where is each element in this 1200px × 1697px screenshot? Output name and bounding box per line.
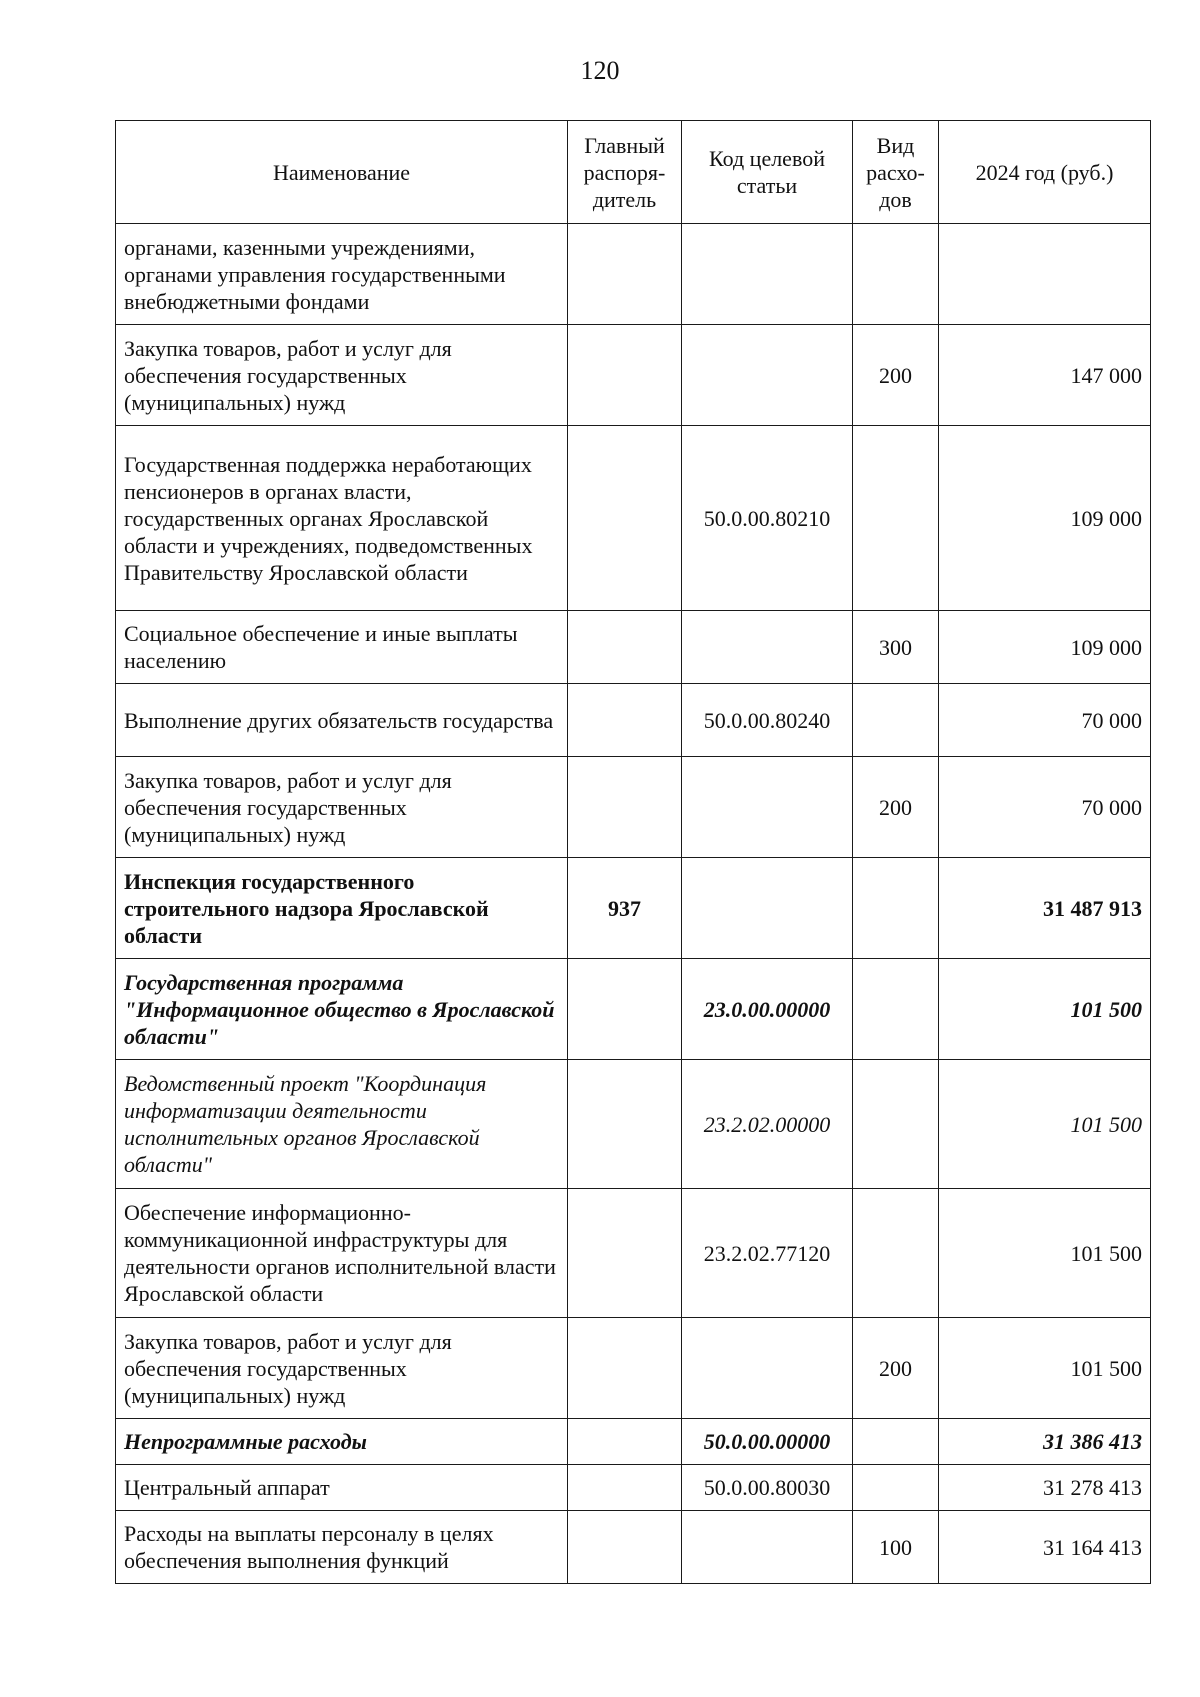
- row-kind: 200: [853, 757, 939, 858]
- row-amount: 70 000: [939, 757, 1151, 858]
- row-kind: [853, 426, 939, 611]
- row-amount: 31 278 413: [939, 1465, 1151, 1511]
- row-name: Непрограммные расходы: [116, 1419, 568, 1465]
- row-admin: [568, 1189, 682, 1318]
- row-name: Расходы на выплаты персоналу в целях обеспечения выполнения функций: [116, 1511, 568, 1584]
- table-row: [116, 858, 1151, 959]
- row-admin: [568, 325, 682, 426]
- row-amount: 109 000: [939, 611, 1151, 684]
- row-admin: [568, 611, 682, 684]
- table-row: [116, 684, 1151, 757]
- row-kind: [853, 1419, 939, 1465]
- row-kind: 100: [853, 1511, 939, 1584]
- row-admin: [568, 1419, 682, 1465]
- row-kind: [853, 684, 939, 757]
- table-row: [116, 757, 1151, 858]
- row-amount: 101 500: [939, 1189, 1151, 1318]
- table-row: [116, 1511, 1151, 1584]
- table-row: [116, 1465, 1151, 1511]
- row-name: Государственная поддержка неработающих пенсионеров в органах власти, государственных органах Ярославской области и учреждениях, подведомственных Правительству Ярославской области: [116, 426, 568, 611]
- row-name: Социальное обеспечение и иные выплаты населению: [116, 611, 568, 684]
- row-admin: [568, 1511, 682, 1584]
- row-code: 50.0.00.80210: [682, 426, 853, 611]
- row-name: Ведомственный проект "Координация информатизации деятельности исполнительных органов Ярославской области": [116, 1060, 568, 1189]
- row-amount: 31 386 413: [939, 1419, 1151, 1465]
- row-name: органами, казенными учреждениями, органами управления государственными внебюджетными фондами: [116, 224, 568, 325]
- row-kind: [853, 224, 939, 325]
- row-amount: 101 500: [939, 1318, 1151, 1419]
- row-amount: 109 000: [939, 426, 1151, 611]
- row-kind: 300: [853, 611, 939, 684]
- row-kind: [853, 858, 939, 959]
- row-name: Государственная программа "Информационное общество в Ярославской области": [116, 959, 568, 1060]
- row-kind: 200: [853, 1318, 939, 1419]
- row-amount: 101 500: [939, 959, 1151, 1060]
- table-row: [116, 1060, 1151, 1189]
- row-admin: [568, 1060, 682, 1189]
- row-name: Закупка товаров, работ и услуг для обеспечения государственных (муниципальных) нужд: [116, 325, 568, 426]
- page-number: 120: [580, 56, 620, 85]
- row-code: [682, 611, 853, 684]
- row-admin: [568, 224, 682, 325]
- row-name: Выполнение других обязательств государства: [116, 684, 568, 757]
- row-code: 50.0.00.80240: [682, 684, 853, 757]
- row-code: 23.2.02.77120: [682, 1189, 853, 1318]
- row-code: [682, 325, 853, 426]
- table-header-row: [116, 121, 1151, 224]
- row-amount: 101 500: [939, 1060, 1151, 1189]
- table-row: [116, 1189, 1151, 1318]
- row-name: Закупка товаров, работ и услуг для обеспечения государственных (муниципальных) нужд: [116, 757, 568, 858]
- row-admin: [568, 757, 682, 858]
- row-admin: [568, 1465, 682, 1511]
- table-row: [116, 224, 1151, 325]
- header-code: Код целевой статьи: [682, 121, 853, 224]
- row-name: Обеспечение информационно-коммуникационной инфраструктуры для деятельности органов исполнительной власти Ярославской области: [116, 1189, 568, 1318]
- row-code: [682, 858, 853, 959]
- table-row: [116, 959, 1151, 1060]
- row-name: Закупка товаров, работ и услуг для обеспечения государственных (муниципальных) нужд: [116, 1318, 568, 1419]
- row-amount: 31 487 913: [939, 858, 1151, 959]
- row-admin: [568, 1318, 682, 1419]
- header-admin: Главный распоря-дитель: [568, 121, 682, 224]
- row-name: Инспекция государственного строительного надзора Ярославской области: [116, 858, 568, 959]
- header-name: Наименование: [116, 121, 568, 224]
- row-admin: [568, 959, 682, 1060]
- row-admin: [568, 684, 682, 757]
- row-kind: [853, 1060, 939, 1189]
- row-admin: 937: [568, 858, 682, 959]
- row-kind: 200: [853, 325, 939, 426]
- row-code: 50.0.00.80030: [682, 1465, 853, 1511]
- row-amount: 147 000: [939, 325, 1151, 426]
- header-amount: 2024 год (руб.): [939, 121, 1151, 224]
- row-amount: 31 164 413: [939, 1511, 1151, 1584]
- table-row: [116, 1419, 1151, 1465]
- row-amount: [939, 224, 1151, 325]
- row-amount: 70 000: [939, 684, 1151, 757]
- table-row: [116, 1318, 1151, 1419]
- row-code: [682, 1511, 853, 1584]
- row-code: [682, 224, 853, 325]
- row-code: 23.2.02.00000: [682, 1060, 853, 1189]
- table-row: [116, 426, 1151, 611]
- table-row: [116, 611, 1151, 684]
- row-name: Центральный аппарат: [116, 1465, 568, 1511]
- header-kind: Вид расхо-дов: [853, 121, 939, 224]
- row-admin: [568, 426, 682, 611]
- row-kind: [853, 959, 939, 1060]
- row-code: 50.0.00.00000: [682, 1419, 853, 1465]
- row-code: 23.0.00.00000: [682, 959, 853, 1060]
- row-kind: [853, 1189, 939, 1318]
- row-code: [682, 1318, 853, 1419]
- row-code: [682, 757, 853, 858]
- row-kind: [853, 1465, 939, 1511]
- table-row: [116, 325, 1151, 426]
- budget-table: [115, 120, 1151, 1584]
